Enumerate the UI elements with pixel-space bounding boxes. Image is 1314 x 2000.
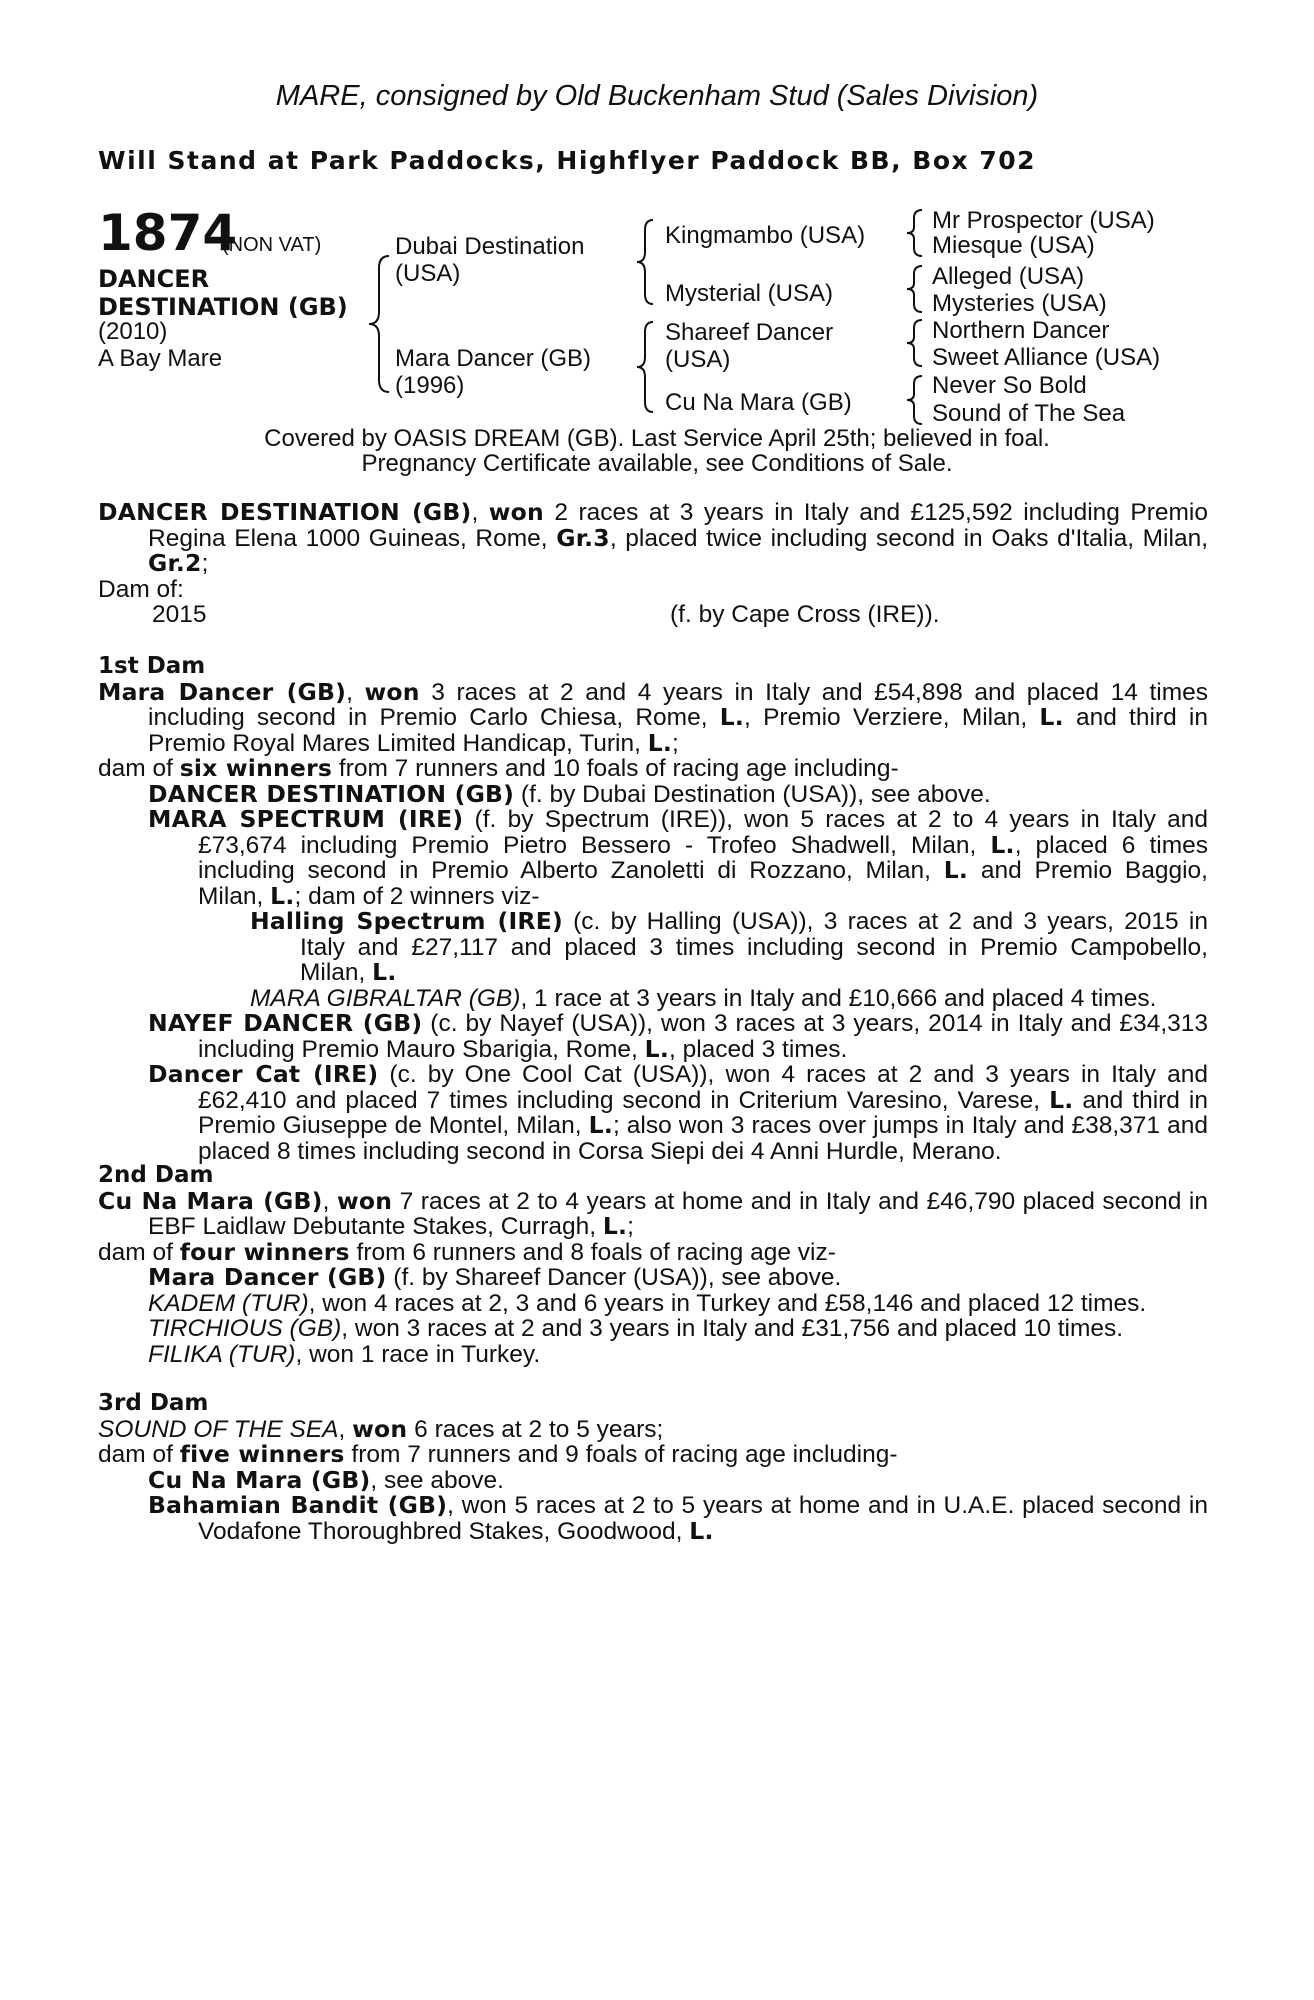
sire-dam: Mysterial (USA)	[665, 280, 834, 307]
second-dam-section: 2nd Dam Cu Na Mara (GB), won 7 races at 2 to 4 years at home and in Italy and £46,790 placed second in EBF Laidlaw Debutante Stakes, Curragh, L.; dam of four winners from 6 runners and 8 foals of racing age viz- Mara Dancer (GB) (f. by Shareef Dancer (USA)), see above. KADEM (TUR), won 4 races at 2, 3 and 6 years in Turkey and £58,146 and placed 12 times. TIRCHIOUS (GB), won 3 races at 2 and 3 years in Italy and £31,756 and placed 10 times. FILIKA (TUR), won 1 race in Turkey.	[98, 1162, 1208, 1368]
stand-location: Will Stand at Park Paddocks, Highflyer Paddock BB, Box 702	[98, 146, 1037, 175]
pedigree-brace	[904, 374, 926, 426]
dam-dam: Cu Na Mara (GB)	[665, 389, 852, 416]
section-heading: 2nd Dam	[98, 1162, 214, 1188]
ancestor: Mr Prospector (USA)	[932, 207, 1155, 234]
ancestor: Mysteries (USA)	[932, 290, 1107, 317]
section-heading: 1st Dam	[98, 653, 206, 679]
third-dam-section: 3rd Dam SOUND OF THE SEA, won 6 races at 2 to 5 years; dam of five winners from 7 runners and 9 foals of racing age including- Cu Na Mara (GB), see above. Bahamian Bandit (GB), won 5 races at 2 to 5 years at home and in U.A.E. placed second in Vodafone Thoroughbred Stakes, Goodwood, L.	[98, 1390, 1208, 1545]
ancestor: Sweet Alliance (USA)	[932, 344, 1161, 371]
ancestor: Northern Dancer	[932, 317, 1110, 344]
dam-sire: Shareef Dancer (USA)	[665, 319, 834, 373]
progeny-desc: (f. by Cape Cross (IRE)).	[670, 601, 940, 628]
progeny-year: 2015	[152, 601, 207, 628]
vat-status: (NON VAT)	[222, 234, 322, 256]
dam: Mara Dancer (GB) (1996)	[395, 345, 592, 399]
section-heading: 3rd Dam	[98, 1390, 209, 1416]
pedigree-brace	[904, 318, 926, 368]
ancestor: Never So Bold	[932, 372, 1087, 399]
catalogue-header: MARE, consigned by Old Buckenham Stud (Sales Division)	[275, 80, 1039, 112]
first-dam-section: 1st Dam Mara Dancer (GB), won 3 races at 2 and 4 years in Italy and £54,898 and placed 14 times including second in Premio Carlo Chiesa, Rome, L., Premio Verziere, Milan, L. and third in Premio Royal Mares Limited Handicap, Turin, L.; dam of six winners from 7 runners and 10 foals of racing age including- DANCER DESTINATION (GB) (f. by Dubai Destination (USA)), see above. MARA SPECTRUM (IRE) (f. by Spectrum (IRE)), won 5 races at 2 to 4 years in Italy and £73,674 including Premio Pietro Bessero - Trofeo Shadwell, Milan, L., placed 6 times including second in Premio Alberto Zanoletti di Rozzano, Milan, L. and Premio Baggio, Milan, L.; dam of 2 winners viz- Halling Spectrum (IRE) (c. by Halling (USA)), 3 races at 2 and 3 years, 2015 in Italy and £27,117 and placed 3 times including second in Premio Campobello, Milan, L. MARA GIBRALTAR (GB), 1 race at 3 years in Italy and £10,666 and placed 4 times. NAYEF DANCER (GB) (c. by Nayef (USA)), won 3 races at 3 years, 2014 in Italy and £34,313 including Premio Mauro Sbarigia, Rome, L., placed 3 times. Dancer Cat (IRE) (c. by One Cool Cat (USA)), won 4 races at 2 and 3 years in Italy and £62,410 and placed 7 times including second in Criterium Varesino, Varese, L. and third in Premio Giuseppe de Montel, Milan, L.; also won 3 races over jumps in Italy and £38,371 and placed 8 times including second in Corsa Siepi dei 4 Anni Hurdle, Merano.	[98, 653, 1208, 1165]
pedigree-brace	[365, 254, 395, 394]
pedigree-brace	[904, 264, 926, 314]
horse-foaled-year: (2010)	[98, 318, 168, 345]
horse-name	[98, 265, 388, 321]
sire-sire: Kingmambo (USA)	[665, 222, 866, 249]
lot-number: 1874	[98, 204, 238, 262]
covered-note: Covered by OASIS DREAM (GB). Last Service April 25th; believed in foal. Pregnancy Certificate available, see Conditions of Sale.	[264, 425, 1050, 477]
ancestor: Alleged (USA)	[932, 263, 1085, 290]
horse-name-line1: DANCER	[98, 265, 210, 293]
pedigree-brace	[633, 320, 657, 414]
ancestor: Sound of The Sea	[932, 400, 1126, 427]
horse-record: DANCER DESTINATION (GB), won 2 races at 3 years in Italy and £125,592 including Premio Regina Elena 1000 Guineas, Rome, Gr.3, placed twice including second in Oaks d'Italia, Milan, Gr.2; Dam of: 2015 (f. by Cape Cross (IRE)).	[98, 498, 1208, 628]
ancestor: Miesque (USA)	[932, 232, 1095, 259]
horse-name-line2: DESTINATION (GB)	[98, 293, 348, 321]
pedigree-brace	[633, 218, 657, 306]
horse-description: A Bay Mare	[98, 345, 223, 372]
pedigree-brace	[904, 208, 926, 258]
sire: Dubai Destination (USA)	[395, 233, 585, 287]
